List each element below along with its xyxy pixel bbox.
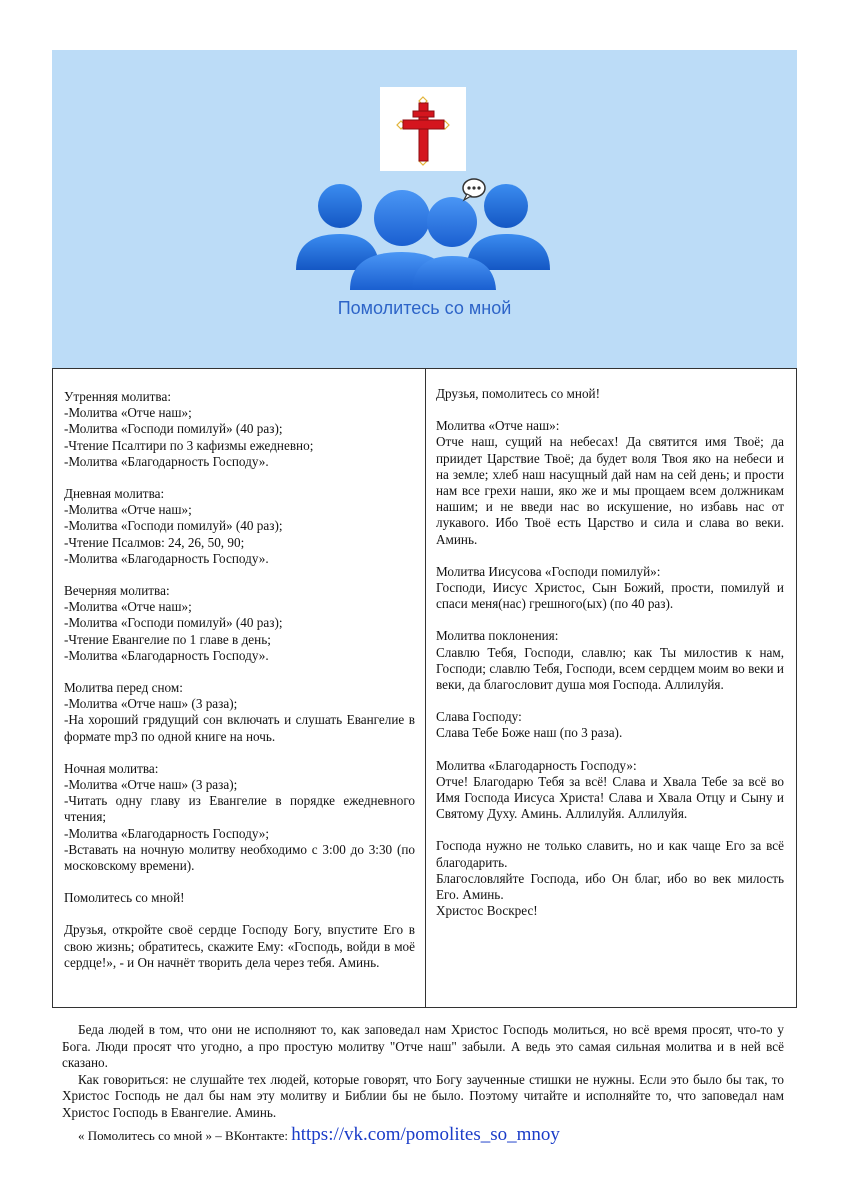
glory-prayer: Слава Господу: Слава Тебе Боже наш (по 3 раза). (436, 709, 623, 741)
right-column (426, 369, 796, 1007)
footer-prefix: « Помолитесь со мной » – ВКонтакте: (78, 1128, 292, 1143)
speech-bubble-icon (463, 179, 485, 200)
jesus-prayer: Молитва Иисусова «Господи помилуй»: Господи, Иисус Христос, Сын Божий, прости, помилуй и спаси меня(нас) грешного(ых) (по 40 раз). (436, 563, 784, 612)
pray-with-me: Помолитесь со мной! (64, 890, 185, 906)
night-prayer: Ночная молитва: -Молитва «Отче наш» (3 раза); -Читать одну главу из Евангелие в порядке ежедневного чтения; -Молитва «Благодарность Господу»; -Вставать на ночную молитву необходимо с 3:00 до 3:30 (по московскому времени). (64, 760, 415, 874)
prayer-columns (52, 368, 797, 1008)
friends-pray: Друзья, помолитесь со мной! (436, 386, 600, 401)
gratitude-prayer: Молитва «Благодарность Господу»: Отче! Благодарю Тебя за всё! Слава и Хвала Тебе за всё во Имя Господа Иисуса Христа! Слава и Хвала Отцу и Сыну и Святому Духу. Аминь. Аллилуйя. Аллилуйя. (436, 757, 784, 822)
vk-link[interactable]: https://vk.com/pomolites_so_mnoy (291, 1124, 560, 1145)
people-group-icon (292, 178, 554, 298)
header-title: Помолитесь со мной (337, 298, 512, 318)
bottom-paragraph-1: Беда людей в том, что они не исполняют то, как заповедал нам Христос Господь молиться, но всё время просят, что-то у Бога. Люди просят что угодно, а про простую молитву "Отче наш" забыли. А ведь это самая сильная молитва и в ней всё сказано. (62, 1022, 784, 1071)
footer (78, 1124, 560, 1146)
left-column (53, 369, 426, 1007)
worship-prayer: Молитва поклонения: Славлю Тебя, Господи, славлю; как Ты милостив к нам, Господи; славлю Тебя, Господи, всем сердцем моим во веки и веки, да благословит душа моя Господа. Аллилуйя. (436, 628, 784, 693)
bottom-text (62, 1022, 784, 1122)
day-prayer: Дневная молитва: -Молитва «Отче наш»; -Молитва «Господи помилуй» (40 раз); -Чтение Псалмов: 24, 26, 50, 90; -Молитва «Благодарность Господу». (64, 486, 283, 566)
cross-icon (380, 87, 466, 171)
friends-appeal: Друзья, откройте своё сердце Господу Богу, впустите Его в свою жизнь; обратитесь, скажите Ему: «Господь, войди в моё сердце!», - и Он начнёт творить дела через тебя. Аминь. (64, 922, 415, 970)
evening-prayer: Вечерняя молитва: -Молитва «Отче наш»; -Молитва «Господи помилуй» (40 раз); -Чтение Евангелие по 1 главе в день; -Молитва «Благодарность Господу». (64, 583, 283, 663)
closing-text: Господа нужно не только славить, но и как чаще Его за всё благодарить. Благословляйте Господа, ибо Он благ, ибо во век милость Его. Аминь. Христос Воскрес! (436, 838, 784, 919)
cross-logo (380, 87, 466, 171)
bottom-paragraph-2: Как говориться: не слушайте тех людей, которые говорят, что Богу заученные стишки не нужны. Если это было бы так, то Христос Господь не дал бы нам эту молитву и Библии бы не было. Поэтому читайте и исполняйте то, что заповедал нам Христос Господь в Евангелие. Аминь. (62, 1071, 784, 1120)
our-father-prayer: Молитва «Отче наш»: Отче наш, сущий на небесах! Да святится имя Твоё; да приидет Царствие Твоё; да будет воля Твоя яко на небеси и на земле; хлеб наш насущный дай нам на сей день; и прости нам все грехи наши, яко же и мы прощаем всем должникам нашим; и не введи нас во искушение, но избавь нас от лукавого. Ибо Твоё есть Царство и сила и слава во веки. Аминь. (436, 418, 784, 547)
bedtime-prayer: Молитва перед сном: -Молитва «Отче наш» (3 раза); -На хороший грядущий сон включать и слушать Евангелие в формате mp3 по одной книге на ночь. (64, 680, 415, 744)
morning-prayer: Утренняя молитва: -Молитва «Отче наш»; -Молитва «Господи помилуй» (40 раз); -Чтение Псалтири по 3 кафизмы ежедневно; -Молитва «Благодарность Господу». (64, 389, 314, 469)
header-banner (52, 50, 797, 368)
